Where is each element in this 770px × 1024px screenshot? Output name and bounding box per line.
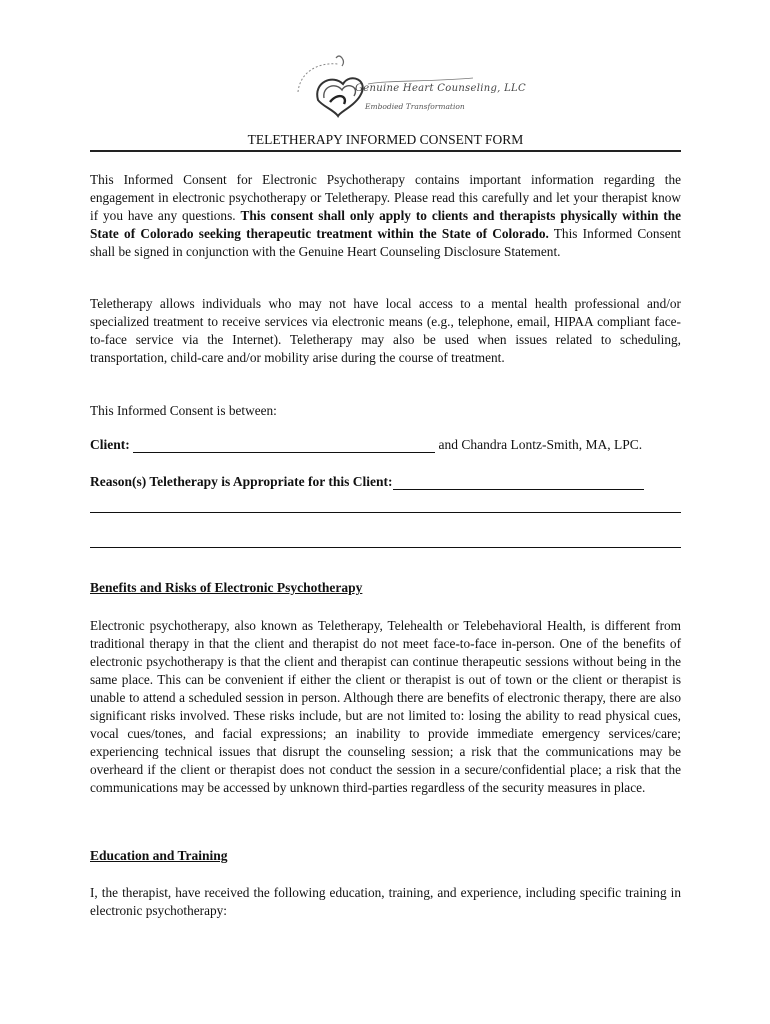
reason-field-line-3[interactable]	[90, 547, 681, 548]
logo-name: Genuine Heart Counseling, LLC	[355, 83, 526, 94]
client-name-field[interactable]	[133, 439, 435, 453]
page-title: TELETHERAPY INFORMED CONSENT FORM	[90, 132, 681, 152]
intro-bold-text: This consent shall only apply to clients and therapists physically within the State of Colorado seeking therapeutic treatment within the State of Colorado.	[90, 208, 681, 241]
between-label: This Informed Consent is between:	[90, 403, 277, 418]
benefits-heading: Benefits and Risks of Electronic Psychotherapy	[90, 580, 363, 595]
reason-field-line-2[interactable]	[90, 512, 681, 513]
client-label: Client:	[90, 437, 130, 452]
intro-text-1: This Informed Consent for Electronic Psychotherapy contains important information regarding the engagement in electronic psychotherapy or Teletherapy. Please read this carefully and let your therapist know if you have any questions.	[90, 172, 681, 223]
reason-field[interactable]	[393, 476, 644, 490]
intro-text-2: This Informed Consent shall be signed in conjunction with the Genuine Heart Counseling Disclosure Statement.	[90, 226, 681, 259]
intro-paragraph	[90, 171, 681, 261]
client-line	[90, 437, 642, 453]
reason-line	[90, 474, 644, 490]
logo-tagline: Embodied Transformation	[365, 102, 465, 111]
education-paragraph: I, the therapist, have received the following education, training, and experience, including specific training in electronic psychotherapy:	[90, 885, 681, 918]
reason-label: Reason(s) Teletherapy is Appropriate for this Client:	[90, 474, 393, 489]
benefits-paragraph: Electronic psychotherapy, also known as Teletherapy, Telehealth or Telebehavioral Health, is different from traditional therapy in that the client and therapist do not meet face-to-face in-person. One of the benefits of electronic psychotherapy is that the client and therapist can continue therapeutic sessions without being in the same place. This can be convenient if either the client or therapist is out of town or the client or therapist is unable to attend a scheduled session in person. Although there are benefits of electronic therapy, there are also significant risks involved. These risks include, but are not limited to: losing the ability to read physical cues, vocal cues/tones, and facial expressions; an inability to provide immediate emergency services/care; experiencing technical issues that disrupt the counseling session; a risk that the communications may be overheard if the client or therapist does not conduct the session in a secure/confidential place; a risk that the communications may be accessed by unknown third-parties regardless of the security measures in place.	[90, 618, 681, 795]
therapist-text: and Chandra Lontz-Smith, MA, LPC.	[438, 437, 643, 452]
teletherapy-paragraph: Teletherapy allows individuals who may not have local access to a mental health professional and/or specialized treatment to receive services via electronic means (e.g., telephone, email, HIPAA compliant face-to-face service via the Internet). Teletherapy may also be used when issues related to scheduling, transportation, child-care and/or mobility arise during the course of treatment.	[90, 296, 681, 365]
education-heading: Education and Training	[90, 848, 228, 863]
